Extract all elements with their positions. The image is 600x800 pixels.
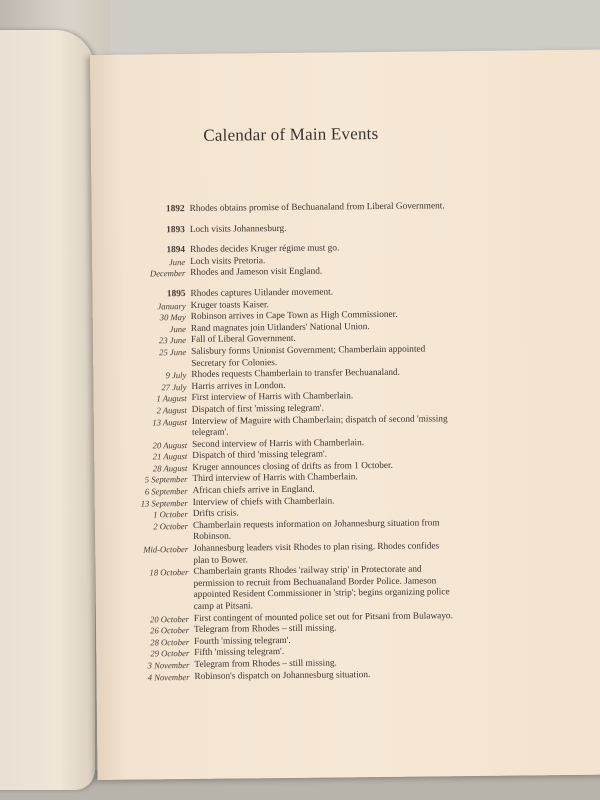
event-date: 1 August: [156, 393, 187, 404]
event-date: 23 June: [158, 335, 187, 346]
event-text: Kruger toasts Kaiser.: [190, 299, 269, 311]
event-text: Dispatch of first 'missing telegram'.: [191, 403, 324, 415]
event-text: Drifts crisis.: [192, 508, 239, 520]
event-text: Rhodes obtains promise of Bechuanaland from Liberal Government.: [189, 201, 445, 214]
event-text: Fifth 'missing telegram'.: [194, 647, 285, 659]
event-text: Rand magnates join Uitlanders' National Union.: [190, 321, 370, 334]
event-text: Rhodes and Jameson visit England.: [190, 266, 323, 279]
event-text: Loch visits Johannesburg.: [189, 223, 287, 235]
event-text: Interview of Maguire with Chamberlain; dispatch of second 'missing telegram'.: [191, 413, 448, 439]
event-text: Johannesburg leaders visit Rhodes to plan rising. Rhodes confides plan to Bower.: [193, 541, 440, 566]
event-text: Dispatch of third 'missing telegram'.: [192, 449, 328, 462]
event-date: June: [169, 323, 186, 334]
page-title: Calendar of Main Events: [203, 123, 379, 145]
event-text: Chamberlain requests information on Johannesburg situation from Robinson.: [192, 518, 440, 543]
event-date: 4 November: [147, 671, 190, 682]
event-text: Loch visits Pretoria.: [190, 255, 266, 267]
event-date: 1894: [166, 245, 186, 256]
event-text: Kruger announces closing of drifts as from 1 October.: [192, 460, 393, 473]
event-text: Harris arrives in London.: [191, 380, 286, 392]
event-date: 28 August: [152, 462, 188, 474]
event-text: Chamberlain grants Rhodes 'railway strip' in Protectorate and permission to recruit from Bechuanaland Border Police. Jameson appointed Resident Commissioner in 'strip'; begins organizing police camp at Pitsani.: [193, 564, 450, 612]
event-date: 2 October: [153, 520, 188, 532]
event-row: [125, 518, 455, 545]
event-text: Interview of chiefs with Chamberlain.: [192, 496, 335, 508]
event-date: 28 October: [150, 636, 190, 648]
event-date: 13 September: [140, 497, 188, 509]
event-text: Salisbury forms Unionist Government; Chamberlain appointed Secretary for Colonies.: [191, 344, 426, 369]
event-date: 30 May: [159, 312, 186, 323]
event-text: Fourth 'missing telegram'.: [194, 635, 291, 647]
event-date: 1 October: [153, 509, 188, 520]
event-row: [126, 669, 456, 684]
event-date: 20 August: [152, 439, 188, 451]
event-text: Rhodes captures Uitlander movement.: [190, 287, 334, 299]
book-page: [90, 50, 600, 780]
event-text: Robinson's dispatch on Johannesburg situation.: [194, 669, 371, 682]
event-row: [122, 222, 452, 237]
event-date: 1893: [166, 224, 185, 235]
event-text: African chiefs arrive in England.: [192, 484, 315, 497]
event-date: 13 August: [152, 416, 187, 427]
event-date: 6 September: [144, 486, 188, 497]
event-date: 20 October: [149, 613, 189, 624]
event-text: Rhodes requests Chamberlain to transfer Bechuanaland.: [191, 367, 401, 381]
event-date: June: [168, 256, 186, 267]
event-row: [123, 344, 453, 371]
event-text: Third interview of Harris with Chamberlain.: [192, 472, 358, 485]
event-text: First contingent of mounted police set out for Pitsani from Bulawayo.: [193, 610, 453, 624]
event-date: January: [157, 300, 186, 311]
event-row: [124, 414, 454, 441]
event-text: Second interview of Harris with Chamberlain.: [192, 437, 365, 450]
event-date: 3 November: [147, 659, 190, 671]
event-text: Rhodes decides Kruger régime must go.: [189, 243, 340, 256]
event-date: Mid-October: [143, 544, 189, 555]
event-row: [122, 266, 452, 281]
event-row: [125, 541, 455, 568]
event-date: 9 July: [165, 370, 187, 381]
event-row: [122, 201, 452, 216]
event-date: 2 August: [156, 404, 187, 416]
event-date: 27 July: [161, 381, 187, 392]
event-text: First interview of Harris with Chamberlain.: [191, 391, 354, 404]
event-text: Fall of Liberal Government.: [190, 334, 296, 346]
event-text: Telegram from Rhodes – still missing.: [193, 623, 337, 636]
event-date: 18 October: [149, 567, 189, 578]
event-date: 25 June: [159, 346, 187, 358]
event-row: [125, 564, 455, 614]
event-date: 1892: [165, 204, 185, 215]
event-date: 5 September: [144, 474, 188, 485]
event-date: 1895: [166, 288, 186, 300]
event-date: 26 October: [150, 625, 190, 636]
event-date: 21 August: [152, 451, 188, 462]
event-date: 29 October: [150, 648, 190, 659]
events-list: [122, 201, 457, 684]
event-date: December: [149, 268, 186, 279]
event-text: Telegram from Rhodes – still missing.: [194, 658, 337, 670]
left-page-edge: [0, 30, 95, 790]
event-text: Robinson arrives in Cape Town as High Commissioner.: [190, 309, 398, 323]
